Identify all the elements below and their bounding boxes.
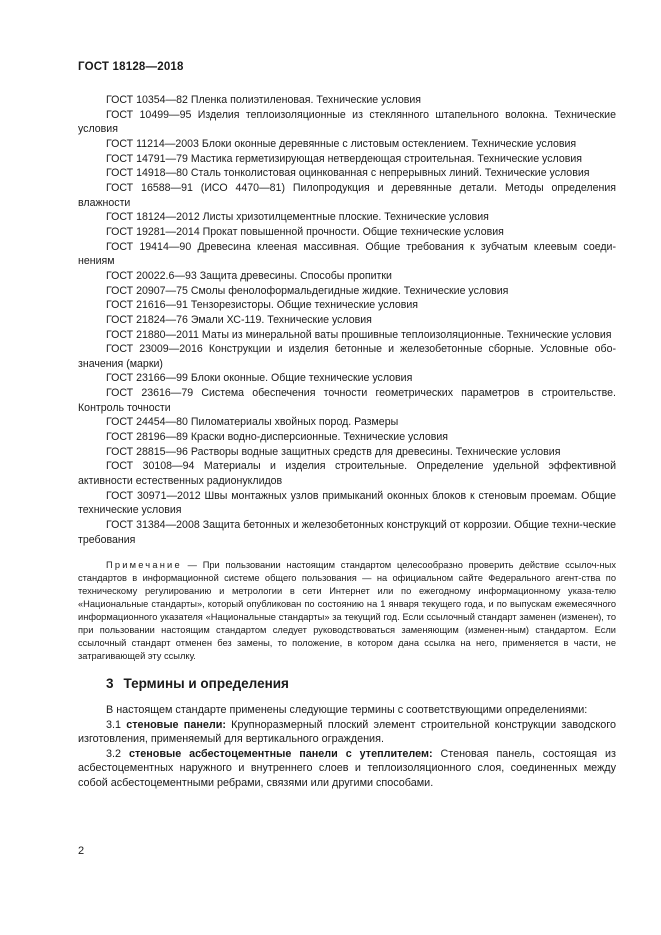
page-header: ГОСТ 18128—2018 <box>78 61 184 73</box>
reference-item: ГОСТ 10354—82 Пленка полиэтиленовая. Технические условия <box>106 94 422 106</box>
reference-item: ГОСТ 14791—79 Мастика герметизирующая нетвердеющая строительная. Технические условия <box>106 152 582 165</box>
note-paragraph <box>78 559 616 663</box>
reference-item: ГОСТ 23616—79 Система обеспечения точности геометрических параметров в строительстве. Контроль точности <box>78 387 616 414</box>
reference-item: ГОСТ 21824—76 Эмали ХС-119. Технические условия <box>106 313 372 326</box>
reference-item: ГОСТ 21880—2011 Маты из минеральной ваты прошивные теплоизоляционные. Технические условия <box>106 328 612 341</box>
reference-item: ГОСТ 20022.6—93 Защита древесины. Способы пропитки <box>106 269 392 282</box>
reference-item: ГОСТ 30108—94 Материалы и изделия строительные. Определение удельной эффективной активности естественных радионуклидов <box>78 460 616 488</box>
section-intro: В настоящем стандарте применены следующие термины с соответствующими определениями: <box>106 704 588 716</box>
definition-text: Крупноразмерный плоский элемент строительной конструкции заводского изготовления, применяемый для вертикального ограждения. <box>78 718 616 746</box>
definition-number: 3.1 <box>106 718 122 731</box>
reference-item: ГОСТ 16588—91 (ИСО 4470—81) Пилопродукция и деревянные детали. Методы определения влажности <box>78 181 616 209</box>
definition-term: стеновые панели: <box>126 718 226 731</box>
definition-text: Стеновая панель, состоящая из асбестоцементных наружного и внутреннего слоев и теплоизоляционного слоя, соединенных между собой асбестоцементными ребрами, связями или другими способами. <box>78 747 616 789</box>
reference-item: ГОСТ 28196—89 Краски водно-дисперсионные. Технические условия <box>106 431 448 444</box>
page-number: 2 <box>78 845 85 857</box>
reference-item: ГОСТ 19281—2014 Прокат повышенной прочности. Общие технические условия <box>106 225 504 238</box>
reference-item: ГОСТ 10499—95 Изделия теплоизоляционные из стеклянного штапельного волокна. Технические условия <box>78 108 616 136</box>
section-number: 3 <box>106 676 114 691</box>
reference-item: ГОСТ 23166—99 Блоки оконные. Общие технические условия <box>106 372 413 385</box>
section-title <box>106 676 289 691</box>
reference-item: ГОСТ 19414—90 Древесина клееная массивная. Общие требования к зубчатым клеевым соеди-нениям <box>78 240 616 268</box>
reference-item: ГОСТ 23009—2016 Конструкции и изделия бетонные и железобетонные сборные. Условные обо-значения (марки) <box>78 343 616 370</box>
reference-item: ГОСТ 14918—80 Сталь тонколистовая оцинкованная с непрерывных линий. Технические условия <box>106 167 590 180</box>
normative-references-list <box>78 93 616 547</box>
definition-item <box>78 747 616 791</box>
reference-item: ГОСТ 18124—2012 Листы хризотилцементные плоские. Технические условия <box>106 211 489 224</box>
note-label: Примечание <box>106 560 182 570</box>
section-body <box>78 703 616 791</box>
reference-item: ГОСТ 24454—80 Пиломатериалы хвойных пород. Размеры <box>106 416 399 429</box>
reference-item: ГОСТ 21616—91 Тензорезисторы. Общие технические условия <box>106 299 419 312</box>
reference-item: ГОСТ 11214—2003 Блоки оконные деревянные с листовым остеклением. Технические условия <box>106 137 577 150</box>
reference-item: ГОСТ 31384—2008 Защита бетонных и железобетонных конструкций от коррозии. Общие техни-ческие требования <box>78 519 616 546</box>
reference-item: ГОСТ 28815—96 Растворы водные защитных средств для древесины. Технические условия <box>106 445 561 458</box>
definition-item <box>78 718 616 747</box>
note-text: — При пользовании настоящим стандартом целесообразно проверить действие ссылоч-ных стандартов в информационной системе общего пользования — на официальном сайте Федерального агент-ства по техническому регулированию и метрологии в сети Интернет или по ежегодному информационному указа-телю «Национальные стандарты», который опубликован по состоянию на 1 января текущего года, и по выпускам ежемесячного информационного указателя «Национальные стандарты» за текущий год. Если ссылочный стандарт заменен (изменен), то при пользовании настоящим стандартом следует руководствоваться заменяющим (изменен-ным) стандартом. Если ссылочный стандарт отменен без замены, то положение, в котором дана ссылка на него, применяется в части, не затрагивающей эту ссылку. <box>78 560 616 661</box>
reference-item: ГОСТ 30971—2012 Швы монтажных узлов примыканий оконных блоков к стеновым проемам. Общие технические условия <box>78 489 616 517</box>
definition-number: 3.2 <box>106 747 122 760</box>
note-block <box>78 559 616 663</box>
reference-item: ГОСТ 20907—75 Смолы фенолоформальдегидные жидкие. Технические условия <box>106 284 509 297</box>
section-heading: Термины и определения <box>123 676 289 691</box>
definition-term: стеновые асбестоцементные панели с утеплителем: <box>128 747 433 760</box>
